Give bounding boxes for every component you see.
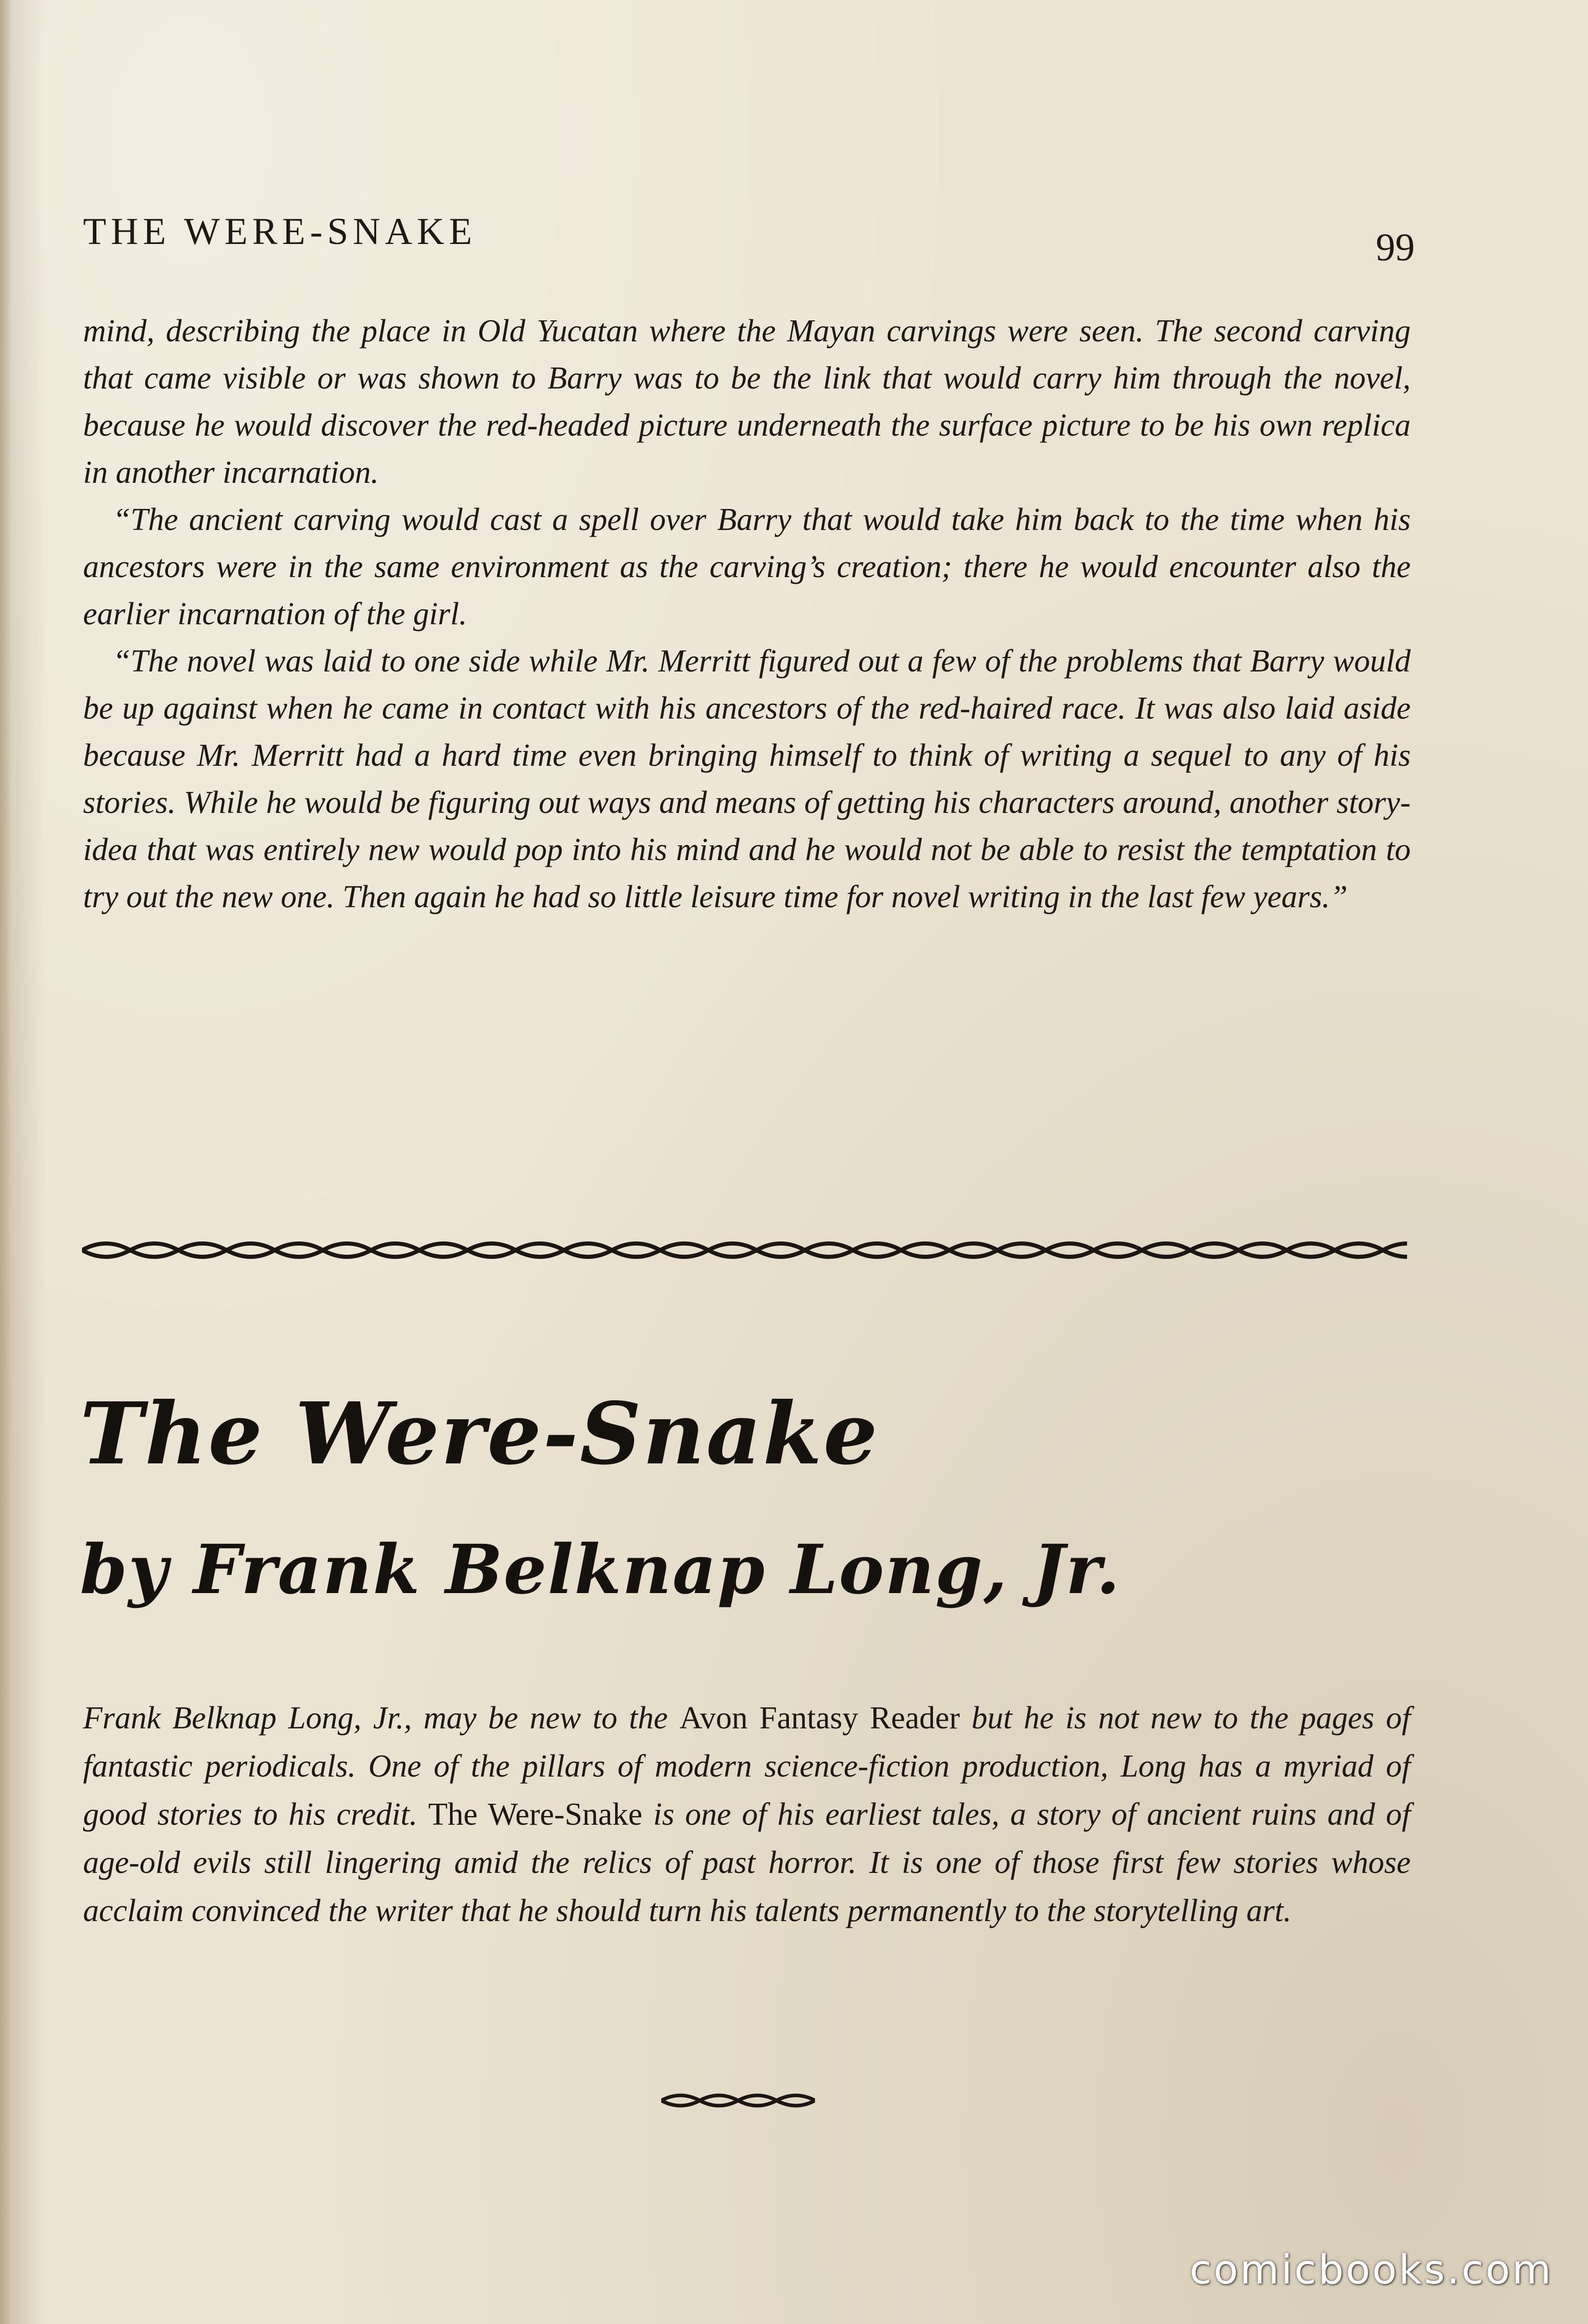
intro-paragraph: mind, describing the place in Old Yucatan where the Mayan carvings were seen. The second carving that came visible or was shown to Barry was to be the link that would carry him through the novel, because he would discover the red-headed picture underneath the surface picture to be his own replica in another incarnation. [83,314,1411,490]
wave-end-ornament [661,2086,815,2115]
story-byline: by Frank Belknap Long, Jr. [80,1530,1121,1609]
page-spine-shadow [0,0,11,2324]
blurb-text: but he is not new to the pages of fantastic periodicals. One of the pillars of modern science-fiction production, Long has a myriad of good stories to his credit. [83,1701,1411,1832]
blurb-text: is one of his earliest tales, a story of ancient ruins and of age-old evils still lingering amid the relics of past horror. It is one of those first few stories whose acclaim convinced the writer that he should turn his talents permanently to the storytelling art. [83,1797,1411,1928]
intro-paragraph: “The novel was laid to one side while Mr. Merritt figured out a few of the problems that Barry would be up against when he came in contact with his ancestors of the red-haired race. It was also laid aside because Mr. Merritt had a hard time even bringing himself to think of writing a sequel to any of his stories. While he would be figuring out ways and means of getting his characters around, another story-idea that was entirely new would pop into his mind and he would not be able to resist the temptation to try out the new one. Then again he had so little leisure time for novel writing in the last few years.” [83,644,1411,914]
previous-story-intro-tail [83,308,1411,921]
story-name: The Were-Snake [428,1797,643,1832]
wave-rule-divider [82,1232,1407,1268]
story-title: The Were-Snake [80,1384,879,1484]
magazine-name: Avon Fantasy Reader [679,1701,960,1736]
running-head-title: THE WERE-SNAKE [83,211,477,253]
story-introduction-blurb [83,1694,1411,1935]
blurb-text: Frank Belknap Long, Jr., may be new to the [83,1701,680,1736]
site-watermark: comicbooks.com [1189,2247,1553,2293]
page-number: 99 [1376,226,1415,269]
intro-paragraph: “The ancient carving would cast a spell over Barry that would take him back to the time when his ancestors were in the same environment as the carving’s creation; there he would encounter also the earlier incarnation of the girl. [83,502,1411,631]
